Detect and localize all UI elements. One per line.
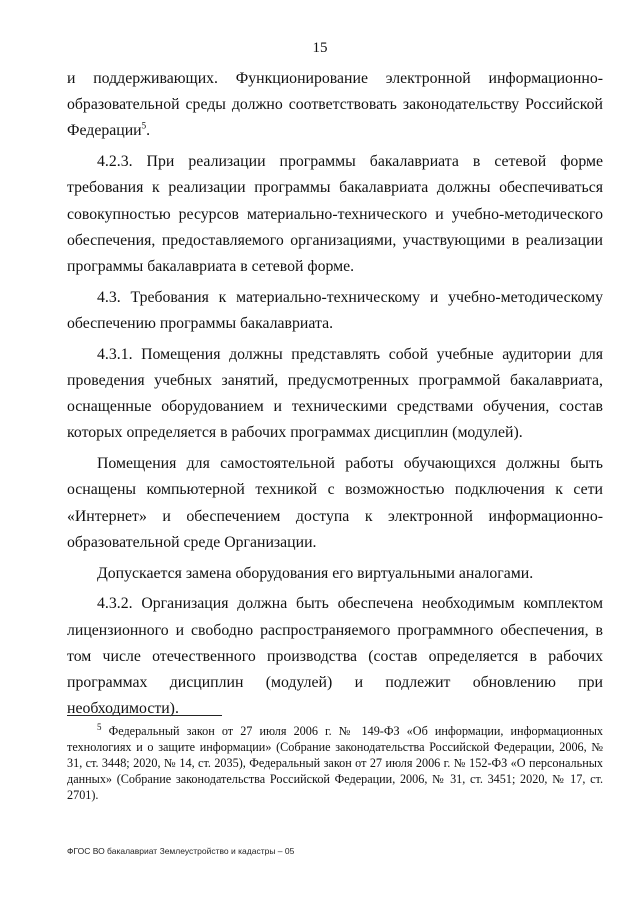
paragraph-text: и поддерживающих. Функционирование электронной информационно-образовательной среды должно соответствовать законодательству Российской Федерации: [67, 70, 603, 140]
footnote-number: 5: [97, 721, 102, 732]
footnote-text: Федеральный закон от 27 июля 2006 г. № 149-ФЗ «Об информации, информационных технологиях и о защите информации» (Собрание законодательства Российской Федерации, 2006, № 31, ст. 3448; 2020, № 14, ст. 2035), Федеральный закон от 27 июля 2006 г. № 152-ФЗ «О персональных данных» (Собрание законодательства Российской Федерации, 2006, № 31, ст. 3451; 2020, № 17, ст. 2701).: [67, 724, 603, 802]
paragraph-4-3: 4.3. Требования к материально-техническому и учебно-методическому обеспечению программы бакалавриата.: [67, 288, 603, 333]
paragraph-ies-continuation: [67, 66, 603, 145]
footnote-divider: [67, 715, 222, 716]
page-number: 15: [312, 40, 328, 56]
paragraph-self-study-rooms: Помещения для самостоятельной работы обучающихся должны быть оснащены компьютерной техникой с возможностью подключения к сети «Интернет» и обеспечением доступа к электронной информационно-образовательной среде Организации.: [67, 455, 603, 551]
footnote-reference: 5: [141, 121, 147, 132]
main-text: [67, 66, 603, 727]
paragraph-end-punctuation: .: [146, 122, 151, 140]
paragraph-4-3-2: 4.3.2. Организация должна быть обеспечена необходимым комплектом лицензионного и свободно распространяемого программного обеспечения, в том числе отечественного производства (состав определяется в рабочих программах дисциплин (модулей) и подлежит обновлению при необходимости).: [67, 595, 603, 718]
paragraph-virtual-analogs: Допускается замена оборудования его виртуальными аналогами.: [97, 564, 534, 582]
document-footer: ФГОС ВО бакалавриат Землеустройство и кадастры – 05: [67, 846, 295, 856]
paragraph-4-2-3: 4.2.3. При реализации программы бакалавриата в сетевой форме требования к реализации программы бакалавриата должны обеспечиваться совокупностью ресурсов материально-технического и учебно-методического обеспечения, предоставляемого организациями, участвующими в реализации программы бакалавриата в сетевой форме.: [67, 153, 603, 276]
footnote: [67, 723, 603, 803]
paragraph-4-3-1: 4.3.1. Помещения должны представлять собой учебные аудитории для проведения учебных занятий, предусмотренных программой бакалавриата, оснащенные оборудованием и техническими средствами обучения, состав которых определяется в рабочих программах дисциплин (модулей).: [67, 345, 603, 442]
